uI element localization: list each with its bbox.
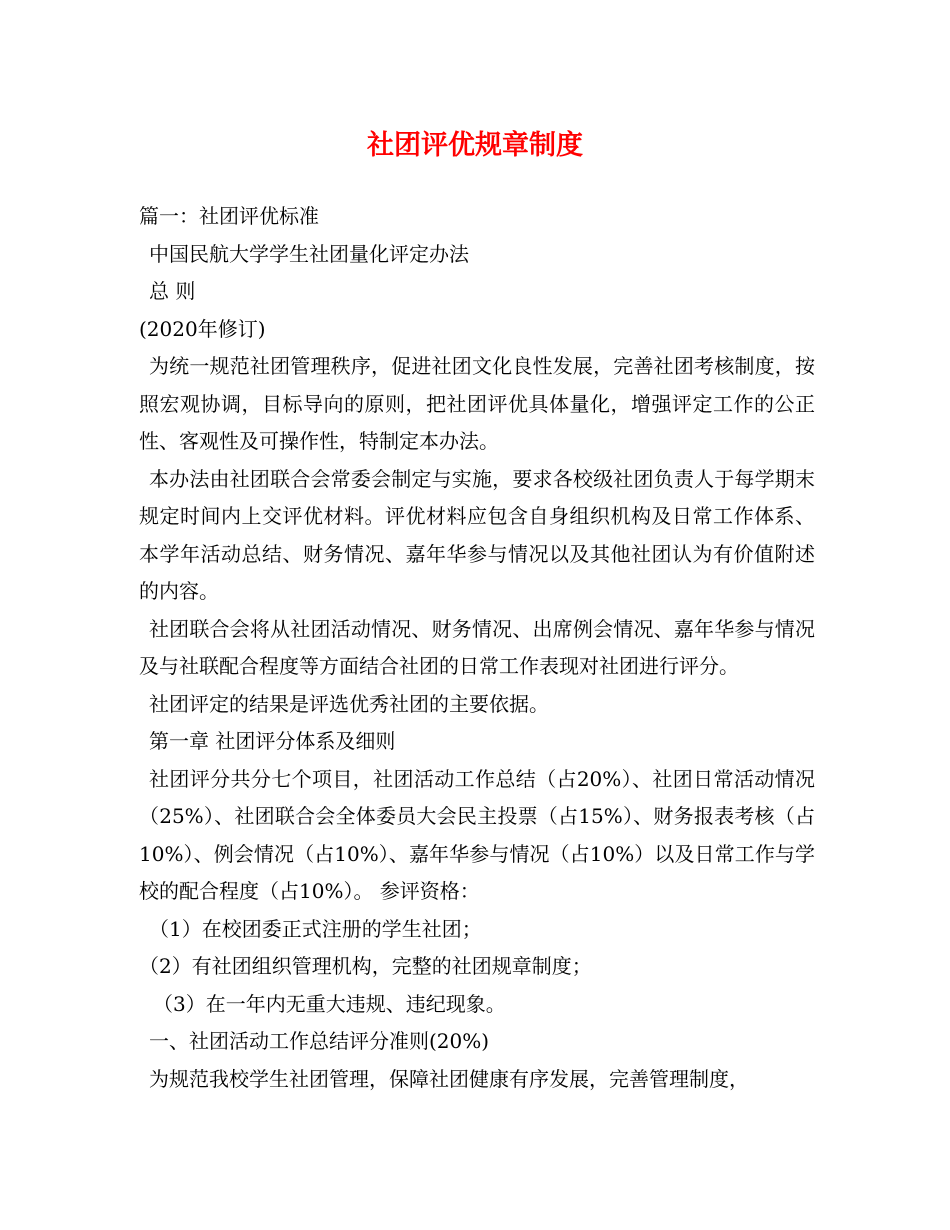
general-provisions-heading: 总 则: [149, 279, 196, 303]
section-heading: 篇一：社团评优标准: [139, 204, 319, 228]
list-item: （3）在一年内无重大违规、违纪现象。: [153, 991, 506, 1016]
list-item: （2）有社团组织管理机构，完整的社团规章制度；: [139, 954, 592, 978]
body-paragraph: 为统一规范社团管理秩序，促进社团文化良性发展，完善社团考核制度，按照宏观协调，目标导向的原则，把社团评优具体量化，增强评定工作的公正性、客观性及可操作性，特制定本办法。: [139, 354, 815, 453]
document-title: 社团评优规章制度: [367, 130, 583, 161]
body-paragraph: 社团联合会将从社团活动情况、财务情况、出席例会情况、嘉年华参与情况及与社联配合程度等方面结合社团的日常工作表现对社团进行评分。: [139, 616, 815, 678]
chapter-heading: 第一章 社团评分体系及细则: [149, 729, 396, 753]
body-paragraph: 社团评分共分七个项目，社团活动工作总结（占20%）、社团日常活动情况（25%）、社团联合会全体委员大会民主投票（占15%）、财务报表考核（占10%）、例会情况（占10%）、嘉年华参与情况（占10%）以及日常工作与学校的配合程度（占10%）。 参评资格：: [139, 766, 815, 903]
revision-note: (2020年修订): [139, 316, 266, 341]
body-paragraph: 本办法由社团联合会常委会制定与实施，要求各校级社团负责人于每学期末规定时间内上交评优材料。评优材料应包含自身组织机构及日常工作体系、本学年活动总结、财务情况、嘉年华参与情况以及其他社团认为有价值附述的内容。: [139, 466, 815, 603]
body-paragraph: 社团评定的结果是评选优秀社团的主要依据。: [149, 691, 549, 716]
subsection-heading: 一、社团活动工作总结评分准则(20%): [149, 1029, 490, 1053]
document-body: [139, 198, 815, 1098]
body-paragraph: 为规范我校学生社团管理，保障社团健康有序发展，完善管理制度，: [149, 1066, 749, 1091]
list-item: （1）在校团委正式注册的学生社团；: [149, 916, 482, 941]
document-subtitle: 中国民航大学学生社团量化评定办法: [149, 241, 469, 266]
